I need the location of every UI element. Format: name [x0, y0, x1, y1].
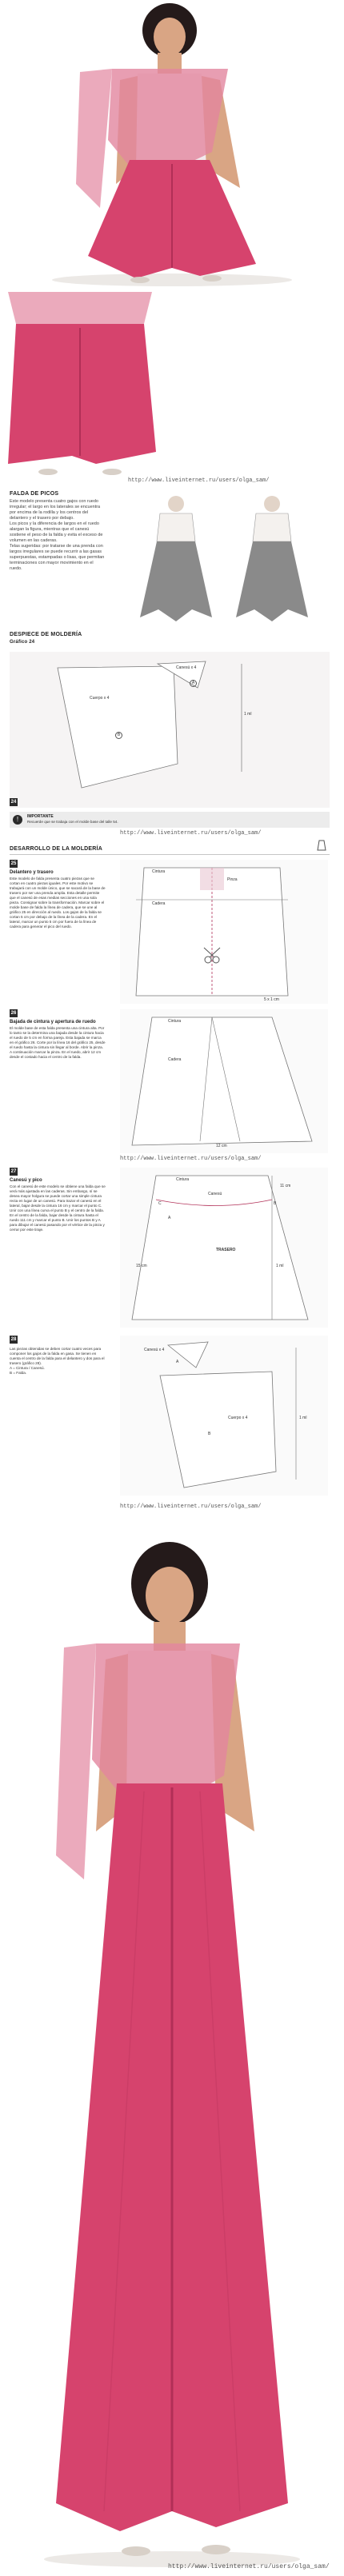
- section3-rule: [10, 854, 330, 855]
- step-26-number: 26: [10, 1011, 17, 1016]
- top-model-photo: [0, 0, 344, 288]
- skirt-pattern-diagram: [10, 652, 330, 808]
- person-photo-bottom: [0, 1520, 344, 2576]
- important-title: IMPORTANTE: [27, 814, 54, 819]
- step-28-text: Las piezas obtenidas se deben cortar cuatro veces para componer los gajos de la falda en gasa. Se tienen en cuenta el centro de la falda para el delantero y dos para el trasero (gráfico 28). A = Cintura / Canesú. B = Falda.: [10, 1347, 105, 1375]
- step-26-title: Bajada de cintura y apertura de ruedo: [10, 1020, 96, 1024]
- step-26-label-cintura: Cintura: [168, 1019, 182, 1024]
- section1-body: Este modelo presenta cuatro gajos con ruedo irregular; el largo en los laterales se encuentra por encima de la rodilla y los centros del delantero y el trasero por debajo. Los picos y la diferencia de largos en el ruedo alargan la figura, mientras que el canesú sostiene el peso de la falda y evita el exceso de volumen en las caderas. Telas sugeridas: por tratarse de una prenda con largos irregulares se puede recurrir a las gasas superpuestas, estampadas o lisas, que permitan terminaciones con mayor movimiento en el ruedo.: [10, 499, 105, 571]
- watermark-text-3: http://www.liveinternet.ru/users/olga_sam/: [120, 1156, 262, 1162]
- step-27-number: 27: [10, 1169, 17, 1174]
- watermark-text: http://www.liveinternet.ru/users/olga_sam/: [128, 477, 270, 484]
- section1-title: FALDA DE PICOS: [10, 491, 59, 497]
- step-27-label-cintura: Cintura: [176, 1177, 190, 1182]
- step-28-label-cuerpo: Cuerpo x 4: [228, 1416, 248, 1420]
- section2-subtitle: Gráfico 24: [10, 640, 35, 645]
- step-25-title: Delantero y trasero: [10, 870, 54, 875]
- step-26-label-12cm: 12 cm: [216, 1144, 227, 1148]
- step-25-number: 25: [10, 861, 17, 866]
- step-28-label-b: B: [208, 1432, 211, 1436]
- info-icon: !: [13, 815, 22, 825]
- important-box: [10, 812, 330, 828]
- watermark-text-2: http://www.liveinternet.ru/users/olga_sam/: [120, 830, 262, 837]
- skirt-outline-icon: [317, 840, 326, 851]
- detail-photo-skirt: [0, 292, 160, 476]
- step-26-text: El molde base de esta falda presenta una cintura alta. Por lo tanto se la determina una bajada desde la cintura hacia el ruedo de 5 cm en forma pareja. Esta bajada se marca en el gráfico 26. Corte por la línea 16 del gráfico 25, desde el ruedo hasta la cintura sin llegar al borde. Abrir la pinza. A continuación marcar la pinza. En el ruedo, abrir 12 cm desde el costado hacia el centro de la falda.: [10, 1026, 106, 1059]
- label-cuerpo: Cuerpo x 4: [90, 696, 110, 701]
- bottom-model-photo: [0, 1520, 344, 2576]
- step-26-label-cadera: Cadera: [168, 1057, 182, 1062]
- step-25-diagram: [120, 860, 328, 1004]
- watermark-text-5: http://www.liveinternet.ru/users/olga_sam/: [168, 2563, 330, 2570]
- label-a: A: [190, 680, 197, 687]
- step-28-label-a: A: [176, 1360, 179, 1364]
- step-25-label-5x1: 5 x 1 cm: [264, 997, 279, 1002]
- step-28-label-canesu: Canesú x 4: [144, 1348, 165, 1352]
- step-25-label-pinza: Pinza: [227, 877, 238, 882]
- step-25-text: Este modelo de falda presenta cuatro piezas que se cortan en cuatro piezas iguales. Por este motivo se trabajará con un molde único, que se sacará de la base de trasero por ser una prenda amplia. Esta detalle permite que el canesú de esas medias secciones en una sola pieza. Consignar sobre la transformación. Marcar sobre el molde base de falda la línea de cadera, que se une al gráfico 25 en dirección al ruedo. Los gajos de la falda se cortan 5 cm por debajo de la línea de la cadera. En el lateral, marcar un punto 5 cm por fuera de la línea de cadera para generar el pico del ruedo.: [10, 877, 106, 929]
- label-1ml: 1 ml: [244, 712, 252, 717]
- label-b: B: [115, 732, 122, 739]
- step-27-diagram: [120, 1168, 328, 1328]
- watermark-text-4: http://www.liveinternet.ru/users/olga_sam/: [120, 1504, 262, 1510]
- step-27-label-canesu: Canesú: [208, 1192, 222, 1196]
- section3-title: DESARROLLO DE LA MOLDERÍA: [10, 846, 102, 852]
- section2-title: DESPIECE DE MOLDERÍA: [10, 632, 82, 637]
- step-26-diagram: [120, 1009, 328, 1153]
- step-25-label-cadera: Cadera: [152, 901, 166, 906]
- step-27-label-15cm: 15 cm: [136, 1264, 147, 1268]
- step-27-label-a: A: [168, 1216, 171, 1220]
- fashion-illustration: [112, 489, 336, 625]
- step-27-label-1ml: 1 ml: [276, 1264, 284, 1268]
- page-number-box: 24: [10, 800, 17, 805]
- person-photo-detail: [0, 292, 160, 476]
- person-photo-top: [0, 0, 344, 288]
- step-27-label-c: C: [158, 1201, 162, 1206]
- step-27-label-b: B: [274, 1201, 277, 1206]
- label-canesu: Canesú x 4: [176, 665, 197, 670]
- step-27-text: Con el canesú de este modelo se obtiene una falda que se verá más ajustada en las caderas. Sin embargo, sí se desea mayor holgura se puede cortar una simple cintura recta en lugar de un canesú. Para trazar el canesú en el lateral, bajar desde la cintura 16 cm y marcar el punto C. Unir con una línea curva el punto B y el centro de la falda. En el centro de la falda, bajar desde la cintura hasta el ruedo 111 cm y marcar el punto B. Unir los puntos B y A para dibujar el canesú pasando por el vértice de la pinza y cerrar por este tiraje.: [10, 1184, 106, 1232]
- step-28-diagram: [120, 1336, 328, 1496]
- step-27-title: Canesú y pico: [10, 1178, 42, 1183]
- step-28-number: 28: [10, 1337, 17, 1342]
- step-27-label-trasero: TRASERO: [216, 1248, 236, 1252]
- step-25-label-cintura: Cintura: [152, 869, 166, 874]
- step-27-label-11cm: 11 cm: [280, 1184, 291, 1188]
- step-28-label-1ml: 1 ml: [299, 1416, 307, 1420]
- important-text: Recuerde que se trabaja con el molde base del talle 54.: [27, 820, 118, 824]
